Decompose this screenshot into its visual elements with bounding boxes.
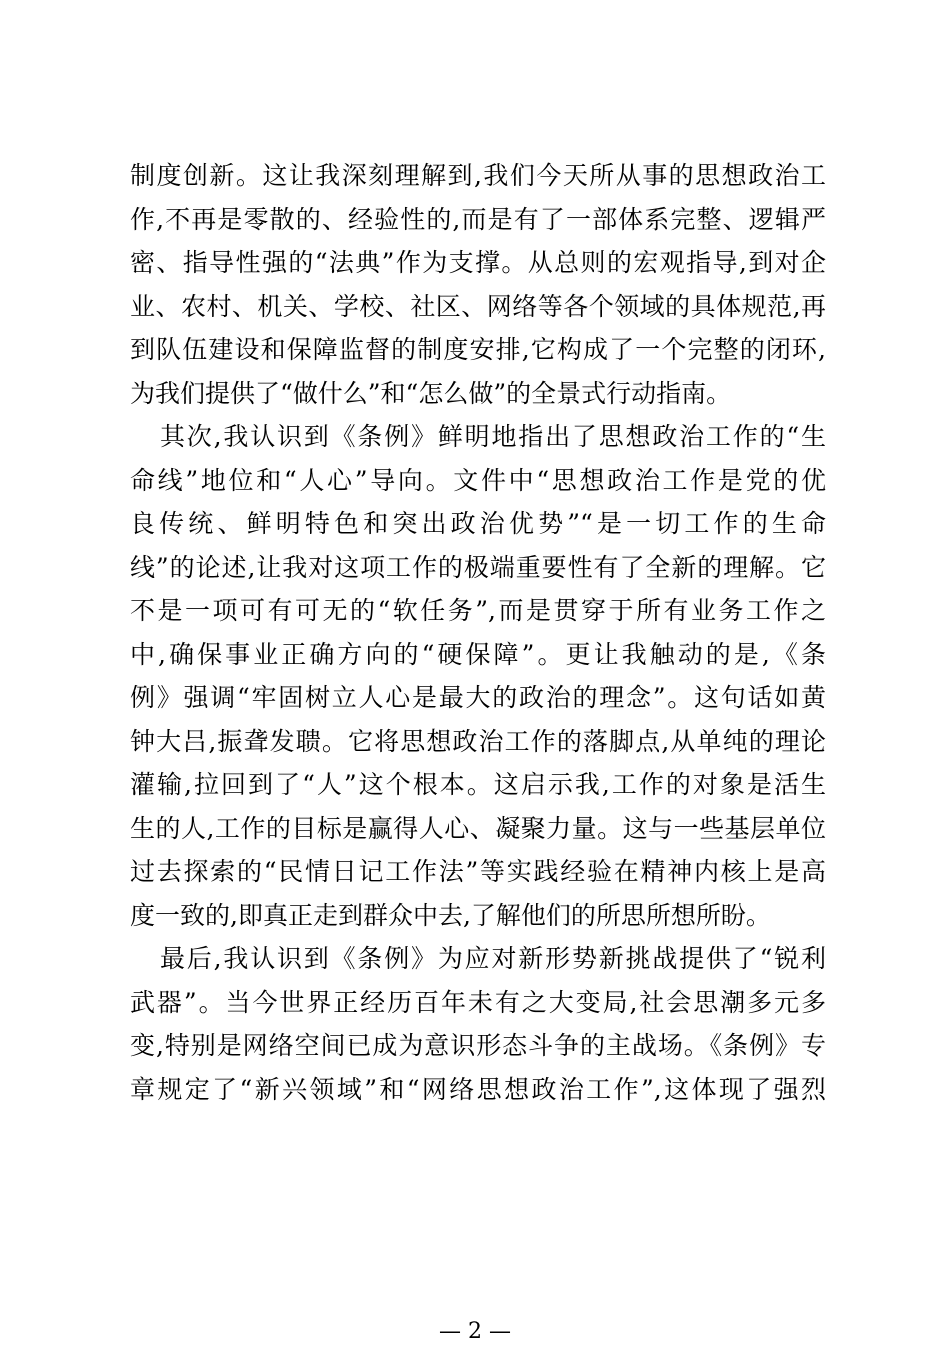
text-line: 生的人,工作的目标是赢得人心、凝聚力量。这与一些基层单位	[130, 813, 826, 843]
text-line: 到队伍建设和保障监督的制度安排,它构成了一个完整的闭环,	[130, 335, 826, 364]
text-line: 线”的论述,让我对这项工作的极端重要性有了全新的理解。它	[130, 552, 826, 582]
paragraph	[130, 415, 826, 937]
text-line: 度一致的,即真正走到群众中去,了解他们的所思所想所盼。	[130, 900, 771, 930]
text-line: 例》强调“牢固树立人心是最大的政治的理念”。这句话如黄	[130, 683, 826, 712]
text-line: 其次,我认识到《条例》鲜明地指出了思想政治工作的“生	[160, 422, 826, 451]
text-line: 业、农村、机关、学校、社区、网络等各个领域的具体规范,再	[130, 291, 826, 321]
text-line: 武器”。当今世界正经历百年未有之大变局,社会思潮多元多	[130, 987, 826, 1017]
text-line: 为我们提供了“做什么”和“怎么做”的全景式行动指南。	[130, 378, 732, 408]
text-line: 变,特别是网络空间已成为意识形态斗争的主战场。《条例》专	[130, 1031, 826, 1060]
document-body	[130, 154, 826, 1111]
text-line: 最后,我认识到《条例》为应对新形势新挑战提供了“锐利	[160, 944, 826, 973]
text-line: 作,不再是零散的、经验性的,而是有了一部体系完整、逻辑严	[130, 204, 826, 234]
text-line: 章规定了“新兴领域”和“网络思想政治工作”,这体现了强烈	[130, 1074, 826, 1104]
paragraph	[130, 154, 826, 415]
text-line: 命线”地位和“人心”导向。文件中“思想政治工作是党的优	[130, 465, 826, 495]
text-line: 制度创新。这让我深刻理解到,我们今天所从事的思想政治工	[130, 161, 826, 190]
text-line: 中,确保事业正确方向的“硬保障”。更让我触动的是,《条	[130, 639, 826, 669]
text-line: 过去探索的“民情日记工作法”等实践经验在精神内核上是高	[130, 857, 826, 886]
text-line: 不是一项可有可无的“软任务”,而是贯穿于所有业务工作之	[130, 596, 826, 625]
paragraph	[130, 937, 826, 1111]
text-line: 钟大吕,振聋发聩。它将思想政治工作的落脚点,从单纯的理论	[130, 726, 826, 756]
text-line: 良传统、鲜明特色和突出政治优势”“是一切工作的生命	[130, 509, 826, 538]
text-line: 密、指导性强的“法典”作为支撑。从总则的宏观指导,到对企	[130, 248, 826, 277]
page-number: — 2 —	[439, 1319, 511, 1344]
text-line: 灌输,拉回到了“人”这个根本。这启示我,工作的对象是活生	[130, 770, 826, 799]
